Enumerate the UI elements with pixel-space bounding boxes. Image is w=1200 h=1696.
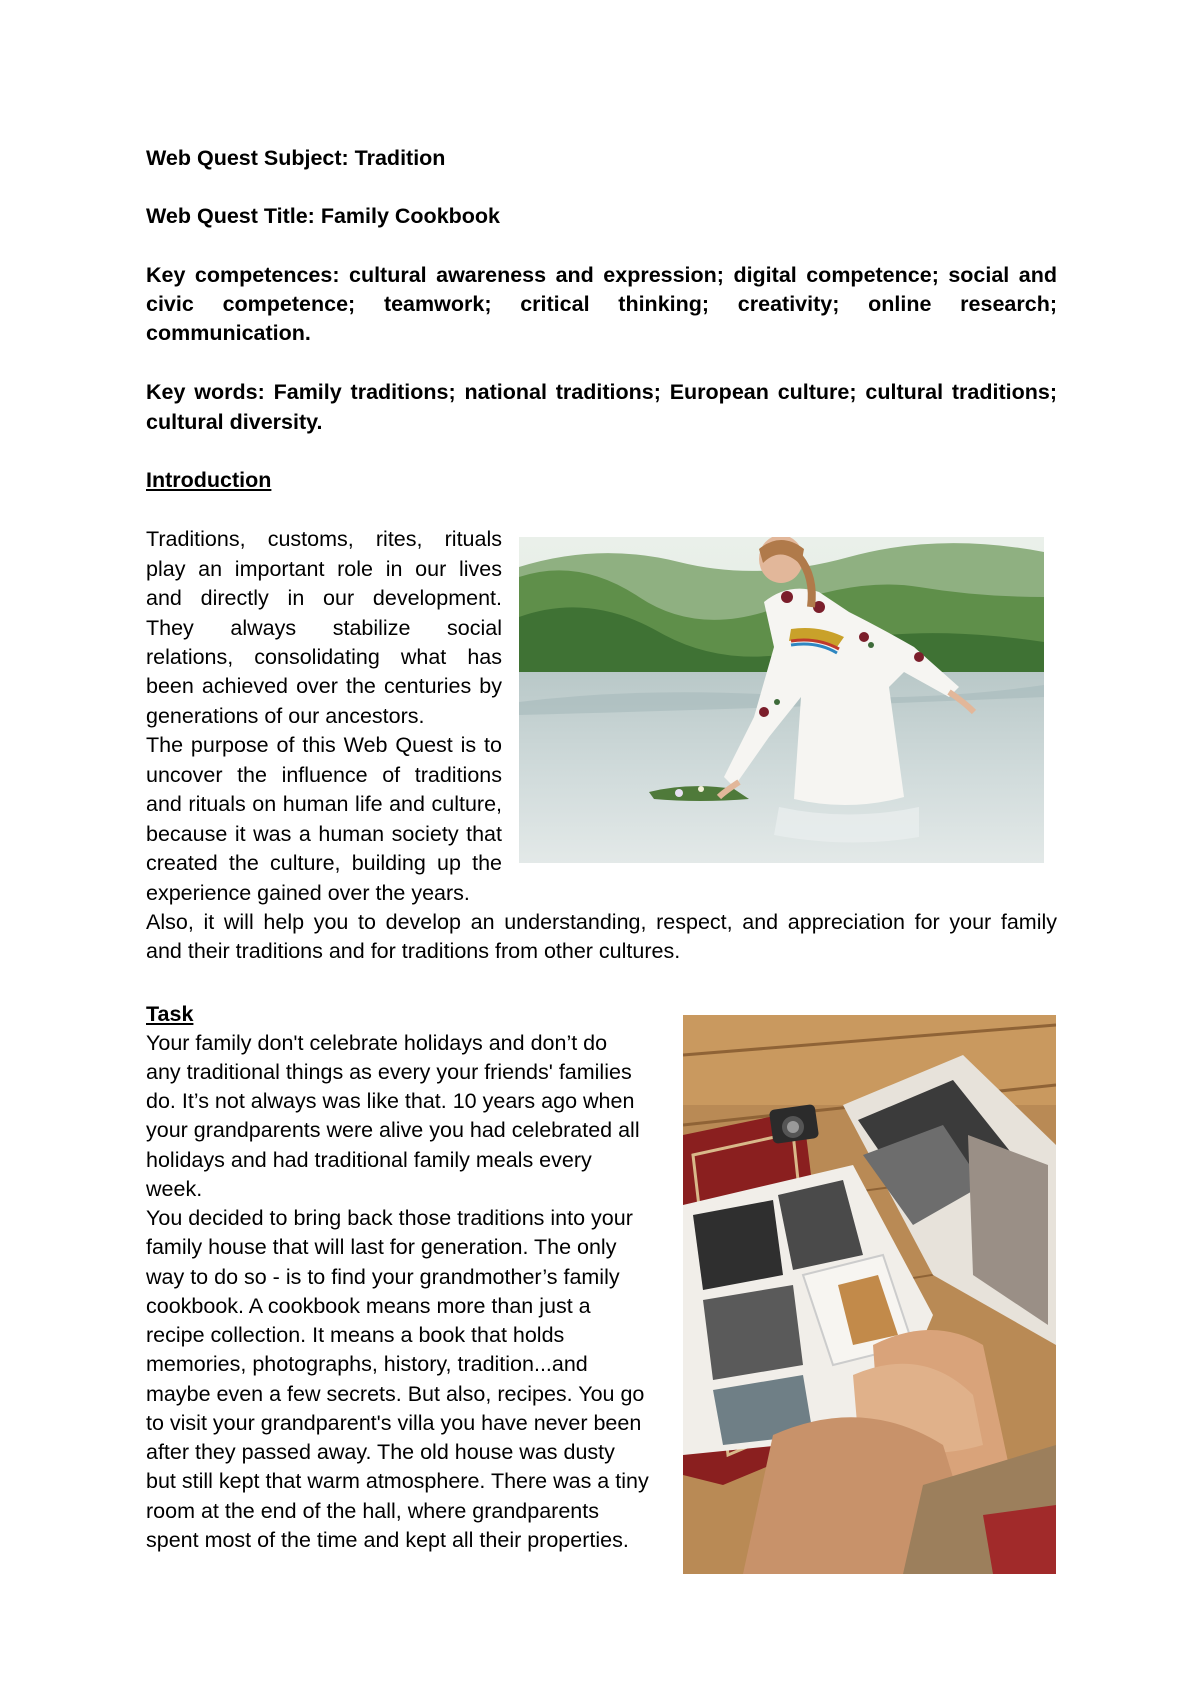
intro-column-line: generations of our ancestors. xyxy=(146,704,425,728)
intro-full-line: and their traditions and for traditions from other cultures. xyxy=(146,939,681,963)
competences-line-1: Key competences: cultural awareness and expression; digital competence; social and xyxy=(146,263,1057,287)
intro-column-line: play an important role in our lives xyxy=(146,557,502,581)
keywords-line-2: cultural diversity. xyxy=(146,410,323,434)
task-line: after they passed away. The old house was dusty xyxy=(146,1440,615,1464)
intro-column-line: Traditions, customs, rites, rituals xyxy=(146,527,502,551)
title-line: Web Quest Title: Family Cookbook xyxy=(146,204,501,228)
competences-line-3: communication. xyxy=(146,321,311,345)
intro-column-line: They always stabilize social xyxy=(146,616,502,640)
intro-column-line: relations, consolidating what has xyxy=(146,645,502,669)
subject-line: Web Quest Subject: Tradition xyxy=(146,146,446,170)
intro-column-line: and rituals on human life and culture, xyxy=(146,792,502,816)
task-line: memories, photographs, history, tradition...and xyxy=(146,1352,588,1376)
intro-column-line: been achieved over the centuries by xyxy=(146,674,502,698)
competences-line-2: civic competence; teamwork; critical thinking; creativity; online research; xyxy=(146,292,1057,316)
task-line: to visit your grandparent's villa you have never been xyxy=(146,1411,642,1435)
task-line: but still kept that warm atmosphere. There was a tiny xyxy=(146,1469,649,1493)
task-line: week. xyxy=(146,1177,203,1201)
task-line: maybe even a few secrets. But also, recipes. You go xyxy=(146,1382,645,1406)
task-line: way to do so - is to find your grandmother’s family xyxy=(146,1265,620,1289)
task-line: Your family don't celebrate holidays and don’t do xyxy=(146,1031,608,1055)
keywords-line-1: Key words: Family traditions; national traditions; European culture; cultural traditions; xyxy=(146,380,1057,404)
task-line: spent most of the time and kept all their properties. xyxy=(146,1528,629,1552)
task-line: family house that will last for generation. The only xyxy=(146,1235,617,1259)
intro-column-line: and directly in our development. xyxy=(146,586,502,610)
intro-column-line: uncover the influence of traditions xyxy=(146,763,502,787)
intro-full-line: Also, it will help you to develop an understanding, respect, and appreciation for your family xyxy=(146,910,1057,934)
task-line: room at the end of the hall, where grandparents xyxy=(146,1499,599,1523)
intro-column-line: The purpose of this Web Quest is to xyxy=(146,733,502,757)
intro-column-line: created the culture, building up the xyxy=(146,851,502,875)
task-line: holidays and had traditional family meals every xyxy=(146,1148,592,1172)
introduction-heading: Introduction xyxy=(146,468,272,492)
task-line: any traditional things as every your friends' families xyxy=(146,1060,632,1084)
intro-column-line: because it was a human society that xyxy=(146,822,502,846)
task-line: do. It’s not always was like that. 10 years ago when xyxy=(146,1089,635,1113)
river-ritual-photo xyxy=(519,537,1044,863)
photo-album-photo xyxy=(683,1015,1056,1574)
task-line: recipe collection. It means a book that holds xyxy=(146,1323,565,1347)
task-line: You decided to bring back those traditions into your xyxy=(146,1206,633,1230)
intro-column-line: experience gained over the years. xyxy=(146,881,470,905)
task-line: cookbook. A cookbook means more than just a xyxy=(146,1294,591,1318)
task-heading: Task xyxy=(146,1002,194,1026)
task-line: your grandparents were alive you had celebrated all xyxy=(146,1118,640,1142)
